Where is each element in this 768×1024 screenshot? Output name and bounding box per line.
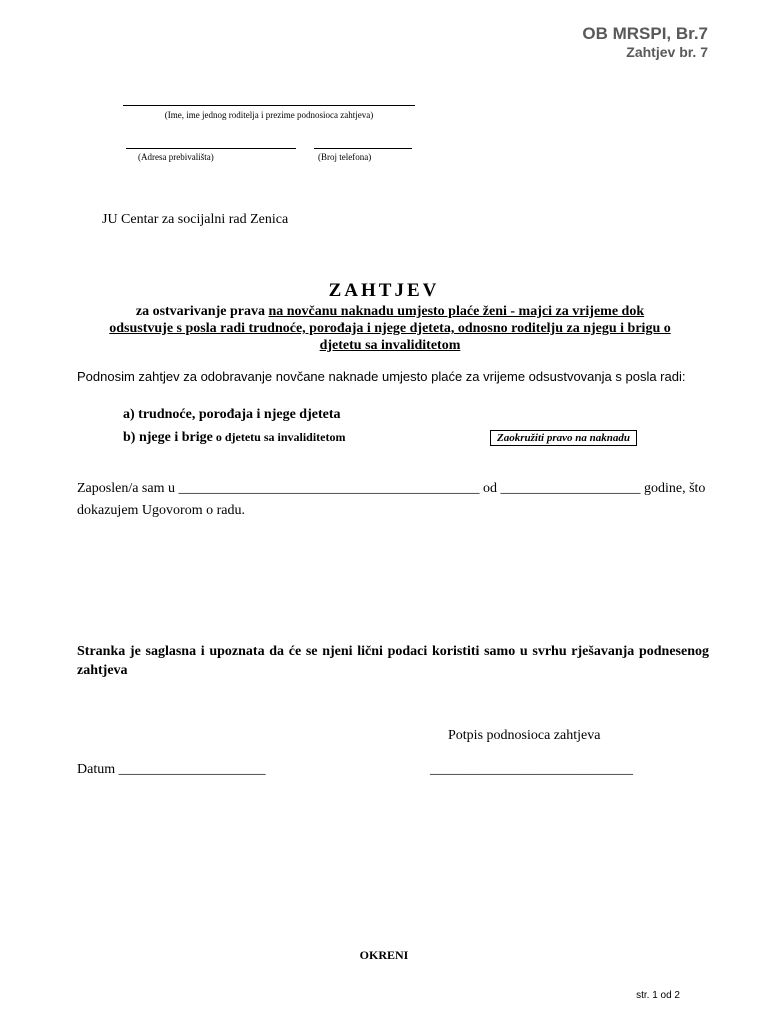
page-number: str. 1 od 2 [636,990,680,1001]
consent-statement: Stranka je saglasna i upoznata da će se njeni lični podaci koristiti samo u svrhu rješavanja podnesenog zahtjeva [77,644,709,678]
name-line [123,105,415,106]
name-caption: (Ime, ime jednog roditelja i prezime podnosioca zahtjeva) [164,110,374,120]
address-line [126,148,296,149]
subtitle-plain: za ostvarivanje prava [135,304,269,319]
document-title: ZAHTJEV [328,280,440,301]
form-code: OB MRSPI, Br.7 [582,24,708,43]
phone-caption: (Broj telefona) [318,152,372,162]
option-b-main: b) njege i brige [123,430,213,445]
phone-line [314,148,412,149]
option-b-small: o djetetu sa invaliditetom [212,430,346,444]
form-number: Zahtjev br. 7 [626,44,708,60]
option-a: a) trudnoće, porođaja i njege djeteta [123,407,341,422]
subtitle-underlined-3: djetetu sa invaliditetom [319,338,461,353]
signature-line: _____________________________ [430,762,633,777]
intro-text: Podnosim zahtjev za odobravanje novčane naknade umjesto plaće za vrijeme odsustvovanja s posla radi: [77,369,686,384]
document-subtitle [70,303,710,354]
date-field: Datum _____________________ [77,762,266,777]
turn-over-note: OKRENI [359,948,409,962]
address-caption: (Adresa prebivališta) [138,152,214,162]
employment-line: Zaposlen/a sam u ___________________________________________ od ____________________ godine, što [77,481,706,496]
recipient: JU Centar za socijalni rad Zenica [102,212,289,227]
signature-label: Potpis podnosioca zahtjeva [448,728,601,743]
employment-proof: dokazujem Ugovorom o radu. [77,503,245,518]
option-b [123,430,345,446]
circle-instruction-box: Zaokružiti pravo na naknadu [490,430,637,446]
subtitle-underlined-1: na novčanu naknadu umjesto plaće ženi - majci za vrijeme dok [268,304,645,319]
subtitle-underlined-2: odsustvuje s posla radi trudnoće, porođaja i njege djeteta, odnosno roditelju za njegu i brigu o [109,321,671,336]
